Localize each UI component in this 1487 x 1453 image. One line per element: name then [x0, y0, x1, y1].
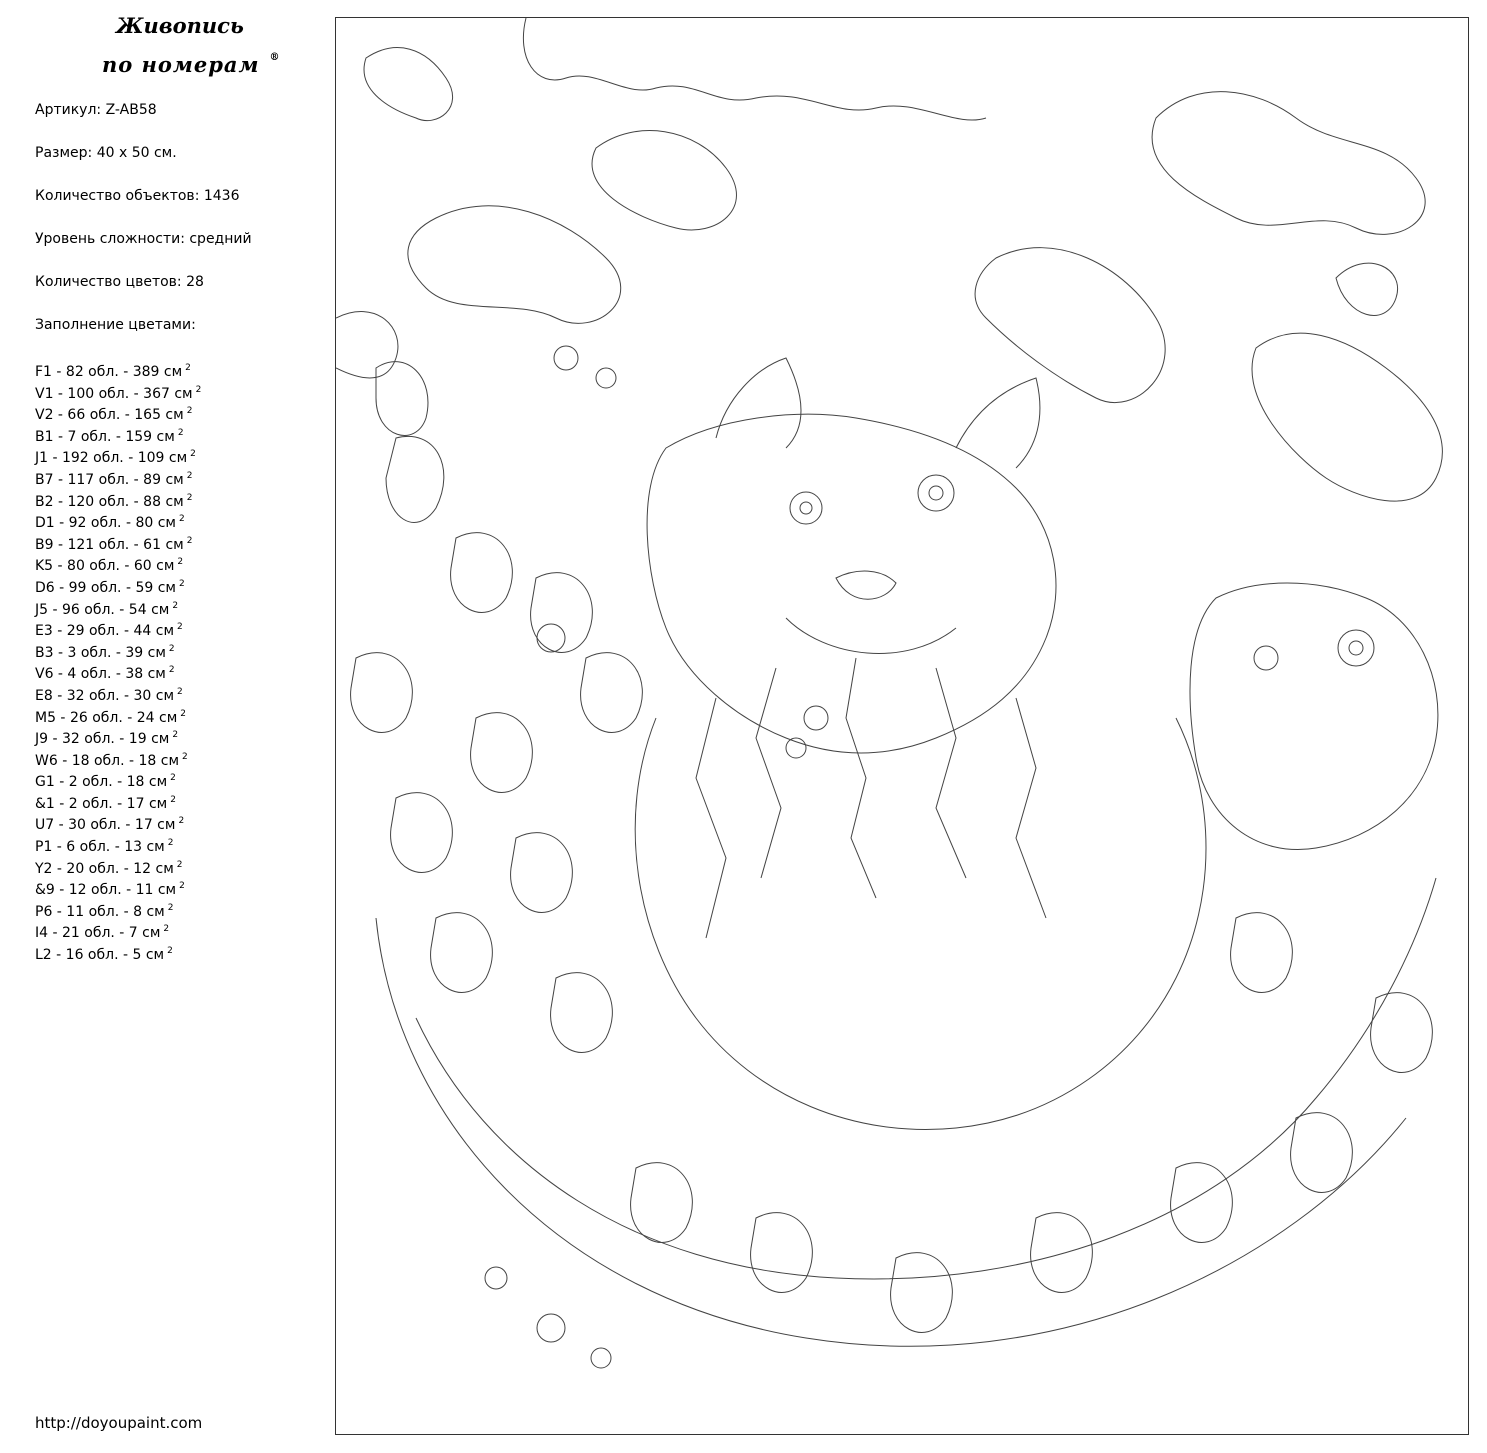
- fox-eye: [800, 502, 812, 514]
- berry-outline: [804, 706, 828, 730]
- square-unit-sup: 2: [167, 902, 174, 913]
- color-fill-text: D1 - 92 обл. - 80 см: [35, 515, 176, 532]
- berry-outline: [554, 346, 578, 370]
- color-fill-text: J1 - 192 обл. - 109 см: [35, 450, 188, 467]
- square-unit-sup: 2: [172, 730, 179, 741]
- square-unit-sup: 2: [170, 773, 176, 784]
- color-fill-text: J5 - 96 обл. - 54 см: [35, 601, 170, 618]
- website-url[interactable]: http://doyoupaint.com: [35, 1414, 203, 1432]
- color-fill-row: [35, 444, 201, 466]
- color-fill-text: K5 - 80 обл. - 60 см: [35, 558, 175, 575]
- fox-ear: [716, 358, 801, 448]
- berry-outline: [786, 738, 806, 758]
- brand-line-2: [96, 42, 296, 81]
- square-unit-sup: 2: [195, 384, 202, 395]
- square-unit-sup: 2: [176, 859, 183, 870]
- leaf-outline: [531, 573, 593, 653]
- brand-line-2-text: по номерам: [102, 52, 260, 77]
- ring-outline: [376, 918, 1406, 1346]
- square-unit-sup: 2: [190, 449, 196, 460]
- fox-head-outline: [647, 414, 1056, 753]
- color-fill-row: [35, 574, 201, 596]
- difficulty-text: Уровень сложности: средний: [35, 231, 252, 247]
- small-fox-outline: [1190, 583, 1438, 850]
- leaf-outline: [471, 713, 533, 793]
- registered-mark: ®: [269, 52, 281, 63]
- fur-stroke: [1016, 698, 1046, 918]
- cloud-outline: [364, 48, 453, 121]
- square-unit-sup: 2: [186, 406, 193, 417]
- leaf-outline: [451, 533, 513, 613]
- leaf-outline: [511, 833, 573, 913]
- square-unit-sup: 2: [170, 794, 176, 805]
- fox-nose: [836, 571, 896, 599]
- square-unit-sup: 2: [168, 643, 175, 654]
- color-fill-text: E3 - 29 обл. - 44 см: [35, 623, 175, 640]
- fur-stroke: [846, 658, 876, 898]
- square-unit-sup: 2: [178, 514, 185, 525]
- color-fill-text: W6 - 18 обл. - 18 см: [35, 752, 180, 769]
- cloud-outline: [592, 131, 736, 230]
- color-fill-text: D6 - 99 обл. - 59 см: [35, 579, 176, 596]
- color-fill-text: B3 - 3 обл. - 39 см: [35, 644, 166, 661]
- size-text: Размер: 40 x 50 см.: [35, 145, 177, 161]
- fox-eye: [918, 475, 954, 511]
- color-fill-row: [35, 898, 201, 920]
- square-unit-sup: 2: [186, 470, 193, 481]
- colors-count-text: Количество цветов: 28: [35, 274, 204, 290]
- article-text: Артикул: Z-AB58: [35, 102, 157, 118]
- color-fill-row: [35, 423, 201, 445]
- cloud-outline: [408, 206, 621, 324]
- square-unit-sup: 2: [178, 578, 185, 589]
- square-unit-sup: 2: [172, 600, 179, 611]
- fur-stroke: [756, 668, 781, 878]
- fur-stroke: [936, 668, 966, 878]
- leaf-outline: [891, 1253, 953, 1333]
- berry-outline: [537, 1314, 565, 1342]
- color-fill-text: E8 - 32 обл. - 30 см: [35, 687, 175, 704]
- leaf-outline: [1371, 993, 1433, 1073]
- color-fill-row: [35, 401, 201, 423]
- small-fox-eye: [1254, 646, 1278, 670]
- color-fill-row: [35, 531, 201, 553]
- ring-outline: [416, 878, 1436, 1279]
- color-fill-text: V6 - 4 обл. - 38 см: [35, 666, 166, 683]
- product-info: [35, 100, 252, 358]
- square-unit-sup: 2: [177, 686, 183, 697]
- brand-logo: [96, 10, 296, 81]
- cloud-outline: [523, 18, 986, 120]
- color-fill-row: [35, 617, 201, 639]
- cloud-outline: [1336, 263, 1398, 315]
- color-fill-text: J9 - 32 обл. - 19 см: [35, 731, 170, 748]
- color-fill-row: [35, 919, 201, 941]
- leaf-outline: [376, 362, 428, 436]
- color-fill-text: B1 - 7 обл. - 159 см: [35, 428, 175, 445]
- square-unit-sup: 2: [167, 946, 173, 957]
- objects-count-text: Количество объектов: 1436: [35, 188, 240, 204]
- square-unit-sup: 2: [167, 838, 174, 849]
- color-fill-row: [35, 811, 201, 833]
- square-unit-sup: 2: [182, 751, 188, 762]
- color-fill-text: B7 - 117 обл. - 89 см: [35, 471, 184, 488]
- color-fill-text: G1 - 2 обл. - 18 см: [35, 774, 168, 791]
- fox-eye: [929, 486, 943, 500]
- berry-outline: [591, 1348, 611, 1368]
- square-unit-sup: 2: [177, 557, 184, 568]
- fox-body-outline: [635, 718, 1206, 1130]
- brand-line-1: Живопись: [116, 13, 244, 38]
- coloring-canvas: [335, 17, 1469, 1435]
- color-fill-text: I4 - 21 обл. - 7 см: [35, 925, 161, 942]
- color-fill-row: [35, 660, 201, 682]
- color-fill-text: Y2 - 20 обл. - 12 см: [35, 860, 174, 877]
- color-fill-row: [35, 358, 201, 380]
- line-art: [336, 18, 1469, 1435]
- leaf-outline: [386, 436, 444, 522]
- color-fill-text: P1 - 6 обл. - 13 см: [35, 839, 165, 856]
- square-unit-sup: 2: [180, 708, 187, 719]
- berry-outline: [596, 368, 616, 388]
- color-fill-row: [35, 682, 201, 704]
- color-fill-text: F1 - 82 обл. - 389 см: [35, 364, 183, 380]
- square-unit-sup: 2: [163, 924, 170, 935]
- cloud-outline: [336, 312, 398, 378]
- square-unit-sup: 2: [177, 427, 184, 438]
- color-fill-text: V2 - 66 обл. - 165 см: [35, 407, 184, 424]
- leaf-outline: [351, 653, 413, 733]
- color-fill-row: [35, 941, 201, 963]
- leaf-outline: [751, 1213, 813, 1293]
- color-fill-row: [35, 466, 201, 488]
- color-fill-row: [35, 639, 201, 661]
- color-fill-text: &9 - 12 обл. - 11 см: [35, 882, 177, 899]
- leaf-outline: [1291, 1113, 1353, 1193]
- fox-ear: [956, 378, 1040, 468]
- leaf-outline: [1171, 1163, 1233, 1243]
- leaf-outline: [391, 793, 453, 873]
- leaf-outline: [1031, 1213, 1093, 1293]
- cloud-outline: [975, 248, 1165, 403]
- color-fill-row: [35, 876, 201, 898]
- berry-outline: [537, 624, 565, 652]
- color-fill-text: B2 - 120 обл. - 88 см: [35, 493, 184, 510]
- fill-heading: Заполнение цветами:: [35, 317, 196, 333]
- small-fox-eye: [1349, 641, 1363, 655]
- color-fill-text: U7 - 30 обл. - 17 см: [35, 817, 176, 834]
- fox-eye: [790, 492, 822, 524]
- color-fill-list: [35, 358, 201, 963]
- color-fill-row: [35, 488, 201, 510]
- fur-stroke: [696, 698, 726, 938]
- color-fill-row: [35, 790, 201, 812]
- square-unit-sup: 2: [178, 816, 185, 827]
- leaf-outline: [631, 1163, 693, 1243]
- color-fill-row: [35, 833, 201, 855]
- color-fill-row: [35, 855, 201, 877]
- leaf-outline: [581, 653, 643, 733]
- color-fill-row: [35, 725, 201, 747]
- square-unit-sup: 2: [186, 535, 193, 546]
- fox-muzzle: [786, 618, 956, 653]
- color-fill-row: [35, 552, 201, 574]
- berry-outline: [485, 1267, 507, 1289]
- color-fill-row: [35, 509, 201, 531]
- color-fill-row: [35, 704, 201, 726]
- color-fill-text: &1 - 2 обл. - 17 см: [35, 795, 168, 812]
- cloud-outline: [1152, 92, 1425, 235]
- square-unit-sup: 2: [177, 622, 183, 633]
- color-fill-text: L2 - 16 обл. - 5 см: [35, 947, 165, 964]
- square-unit-sup: 2: [186, 492, 193, 503]
- color-fill-row: [35, 747, 201, 769]
- leaf-outline: [1231, 913, 1293, 993]
- color-fill-text: P6 - 11 обл. - 8 см: [35, 903, 165, 920]
- color-fill-row: [35, 380, 201, 402]
- square-unit-sup: 2: [179, 881, 185, 892]
- leaf-outline: [431, 913, 493, 993]
- color-fill-text: V1 - 100 обл. - 367 см: [35, 385, 193, 402]
- cloud-outline: [1252, 333, 1442, 501]
- color-fill-row: [35, 596, 201, 618]
- color-fill-text: M5 - 26 обл. - 24 см: [35, 709, 178, 726]
- small-fox-eye: [1338, 630, 1374, 666]
- square-unit-sup: 2: [185, 363, 191, 373]
- square-unit-sup: 2: [168, 665, 175, 676]
- color-fill-text: B9 - 121 обл. - 61 см: [35, 536, 184, 553]
- color-fill-row: [35, 768, 201, 790]
- leaf-outline: [551, 973, 613, 1053]
